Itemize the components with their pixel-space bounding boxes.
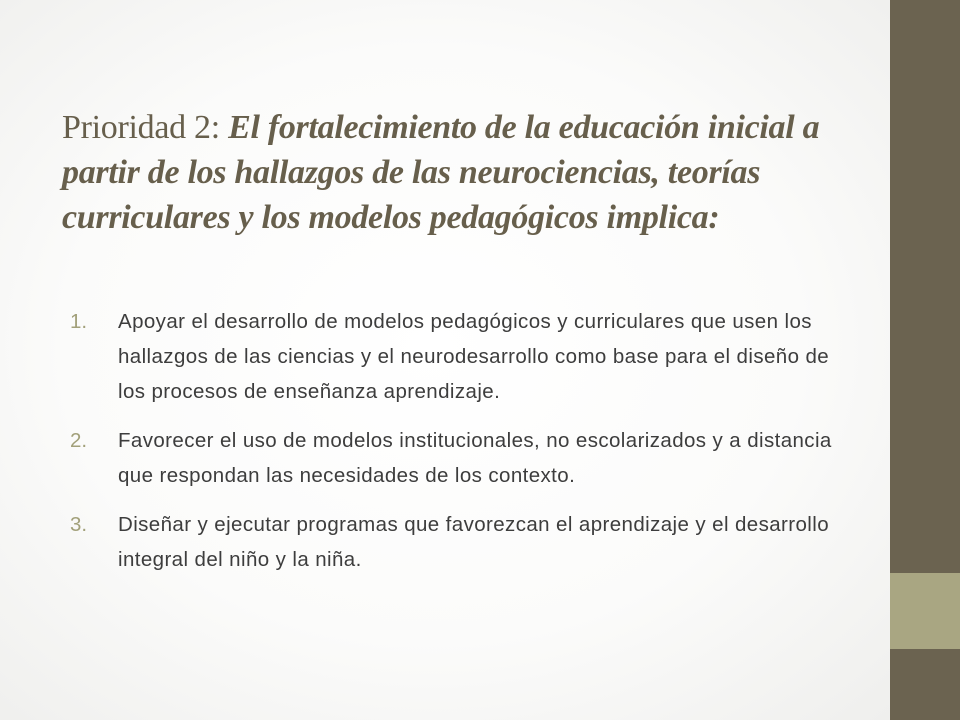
list-item-text: Apoyar el desarrollo de modelos pedagógicos y curriculares que usen los hallazgos de las ciencias y el neurodesarrollo como base para el diseño de los procesos de enseñanza aprendizaje. [118, 310, 830, 403]
list-item [70, 304, 840, 409]
list-item [70, 507, 840, 577]
sidebar-accent-block [890, 573, 960, 649]
title-lead: Prioridad 2: [62, 109, 229, 146]
list-item-number: 2. [70, 429, 88, 452]
title-emphasis: El fortalecimiento de la educación inicial a partir de los hallazgos de las neurociencias, teorías curriculares y los modelos pedagógicos implica: [62, 109, 820, 236]
list-item-number: 1. [70, 310, 88, 333]
list-item-text: Favorecer el uso de modelos institucionales, no escolarizados y a distancia que respondan las necesidades de los contexto. [118, 429, 832, 487]
slide-title [62, 105, 862, 240]
list-item-text: Diseñar y ejecutar programas que favorezcan el aprendizaje y el desarrollo integral del niño y la niña. [118, 513, 830, 571]
priority-list [70, 304, 840, 591]
list-item [70, 423, 840, 493]
list-item-number: 3. [70, 513, 88, 536]
